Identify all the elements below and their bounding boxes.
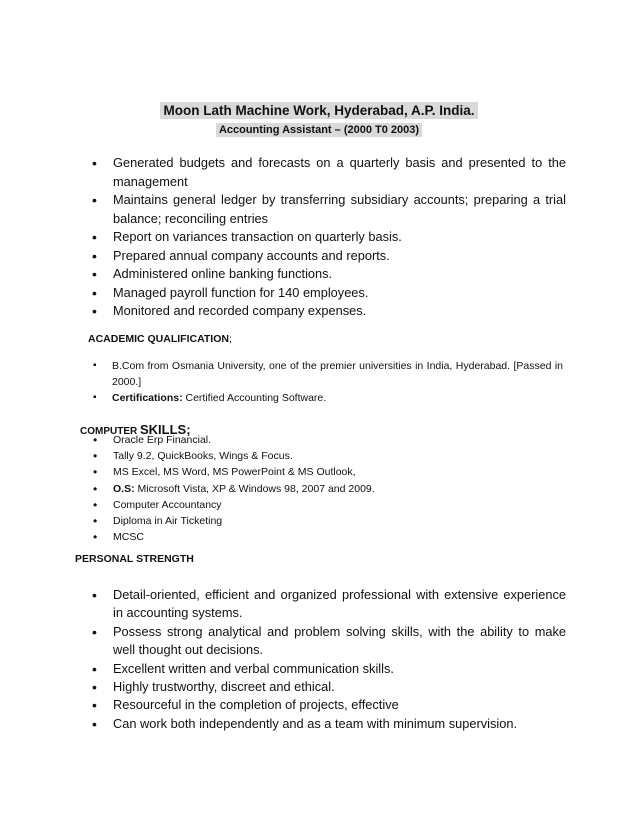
list-item: • Maintains general ledger by transferring subsidiary accounts; preparing a trial balance; reconciling entries xyxy=(92,192,566,226)
company-line xyxy=(0,103,638,118)
list-item: • Possess strong analytical and problem solving skills, with the ability to make well thought out decisions. xyxy=(92,623,566,658)
list-item: ▪ B.Com from Osmania University, one of the premier universities in India, Hyderabad. [Passed in 2000.] xyxy=(93,360,563,388)
bullet-icon: • xyxy=(93,530,98,545)
list-item: • Tally 9.2, QuickBooks, Wings & Focus. xyxy=(93,449,293,464)
bullet-icon: • xyxy=(92,266,97,282)
bullet-icon: • xyxy=(92,679,97,696)
list-item: • Monitored and recorded company expenses. xyxy=(92,303,367,319)
list-item: • Resourceful in the completion of projects, effective xyxy=(92,697,399,714)
personal-strength-heading: PERSONAL STRENGTH xyxy=(75,553,194,565)
computer-skills-heading: COMPUTER SKILLS; xyxy=(80,422,191,437)
job-title: Accounting Assistant – (2000 T0 2003) xyxy=(216,123,422,137)
list-item: • Can work both independently and as a team with minimum supervision. xyxy=(92,715,518,732)
list-item: • MCSC xyxy=(93,530,144,545)
computer-skills-list xyxy=(93,432,553,545)
list-item: • Oracle Erp Financial. xyxy=(93,433,212,447)
list-item: • Managed payroll function for 140 employees. xyxy=(92,284,369,301)
bullet-icon: • xyxy=(93,497,98,512)
academic-heading: ACADEMIC QUALIFICATION; xyxy=(88,333,232,345)
bullet-icon: • xyxy=(92,587,97,603)
bullet-icon: • xyxy=(92,284,97,301)
bullet-icon: • xyxy=(92,229,97,245)
bullet-icon: • xyxy=(92,660,97,677)
list-item: • Computer Accountancy xyxy=(93,497,222,512)
bullet-icon: • xyxy=(93,465,98,480)
bullet-icon: • xyxy=(92,303,97,319)
company-name: Moon Lath Machine Work, Hyderabad, A.P. India. xyxy=(160,102,477,119)
academic-list xyxy=(93,358,563,406)
bullet-icon: • xyxy=(93,514,98,529)
square-bullet-icon: ▪ xyxy=(93,392,97,403)
list-item: • Detail-oriented, efficient and organized professional with extensive experience in accounting systems. xyxy=(92,587,566,621)
bullet-icon: • xyxy=(92,247,97,264)
bullet-icon: • xyxy=(92,715,97,732)
list-item: • O.S: Microsoft Vista, XP & Windows 98, 2007 and 2009. xyxy=(93,481,375,496)
bullet-icon: • xyxy=(92,155,97,171)
list-item: • Administered online banking functions. xyxy=(92,266,333,282)
list-item: • Diploma in Air Ticketing xyxy=(93,514,223,529)
list-item: • Excellent written and verbal communication skills. xyxy=(92,660,394,677)
list-item: ▪ Certifications: Certified Accounting Software. xyxy=(93,392,327,404)
role-line xyxy=(0,124,638,136)
list-item: • Report on variances transaction on quarterly basis. xyxy=(92,229,402,245)
bullet-icon: • xyxy=(93,449,98,464)
list-item: • Prepared annual company accounts and reports. xyxy=(92,247,390,264)
list-item: • Highly trustworthy, discreet and ethical. xyxy=(92,679,335,696)
bullet-icon: • xyxy=(93,433,98,447)
bullet-icon: • xyxy=(92,192,97,208)
square-bullet-icon: ▪ xyxy=(93,360,97,371)
bullet-icon: • xyxy=(93,481,98,496)
list-item: • Generated budgets and forecasts on a quarterly basis and presented to the management xyxy=(92,155,566,189)
personal-strength-list xyxy=(92,586,566,733)
list-item: • MS Excel, MS Word, MS PowerPoint & MS Outlook, xyxy=(93,465,356,480)
duties-list xyxy=(92,154,566,321)
bullet-icon: • xyxy=(92,623,97,640)
bullet-icon: • xyxy=(92,697,97,714)
